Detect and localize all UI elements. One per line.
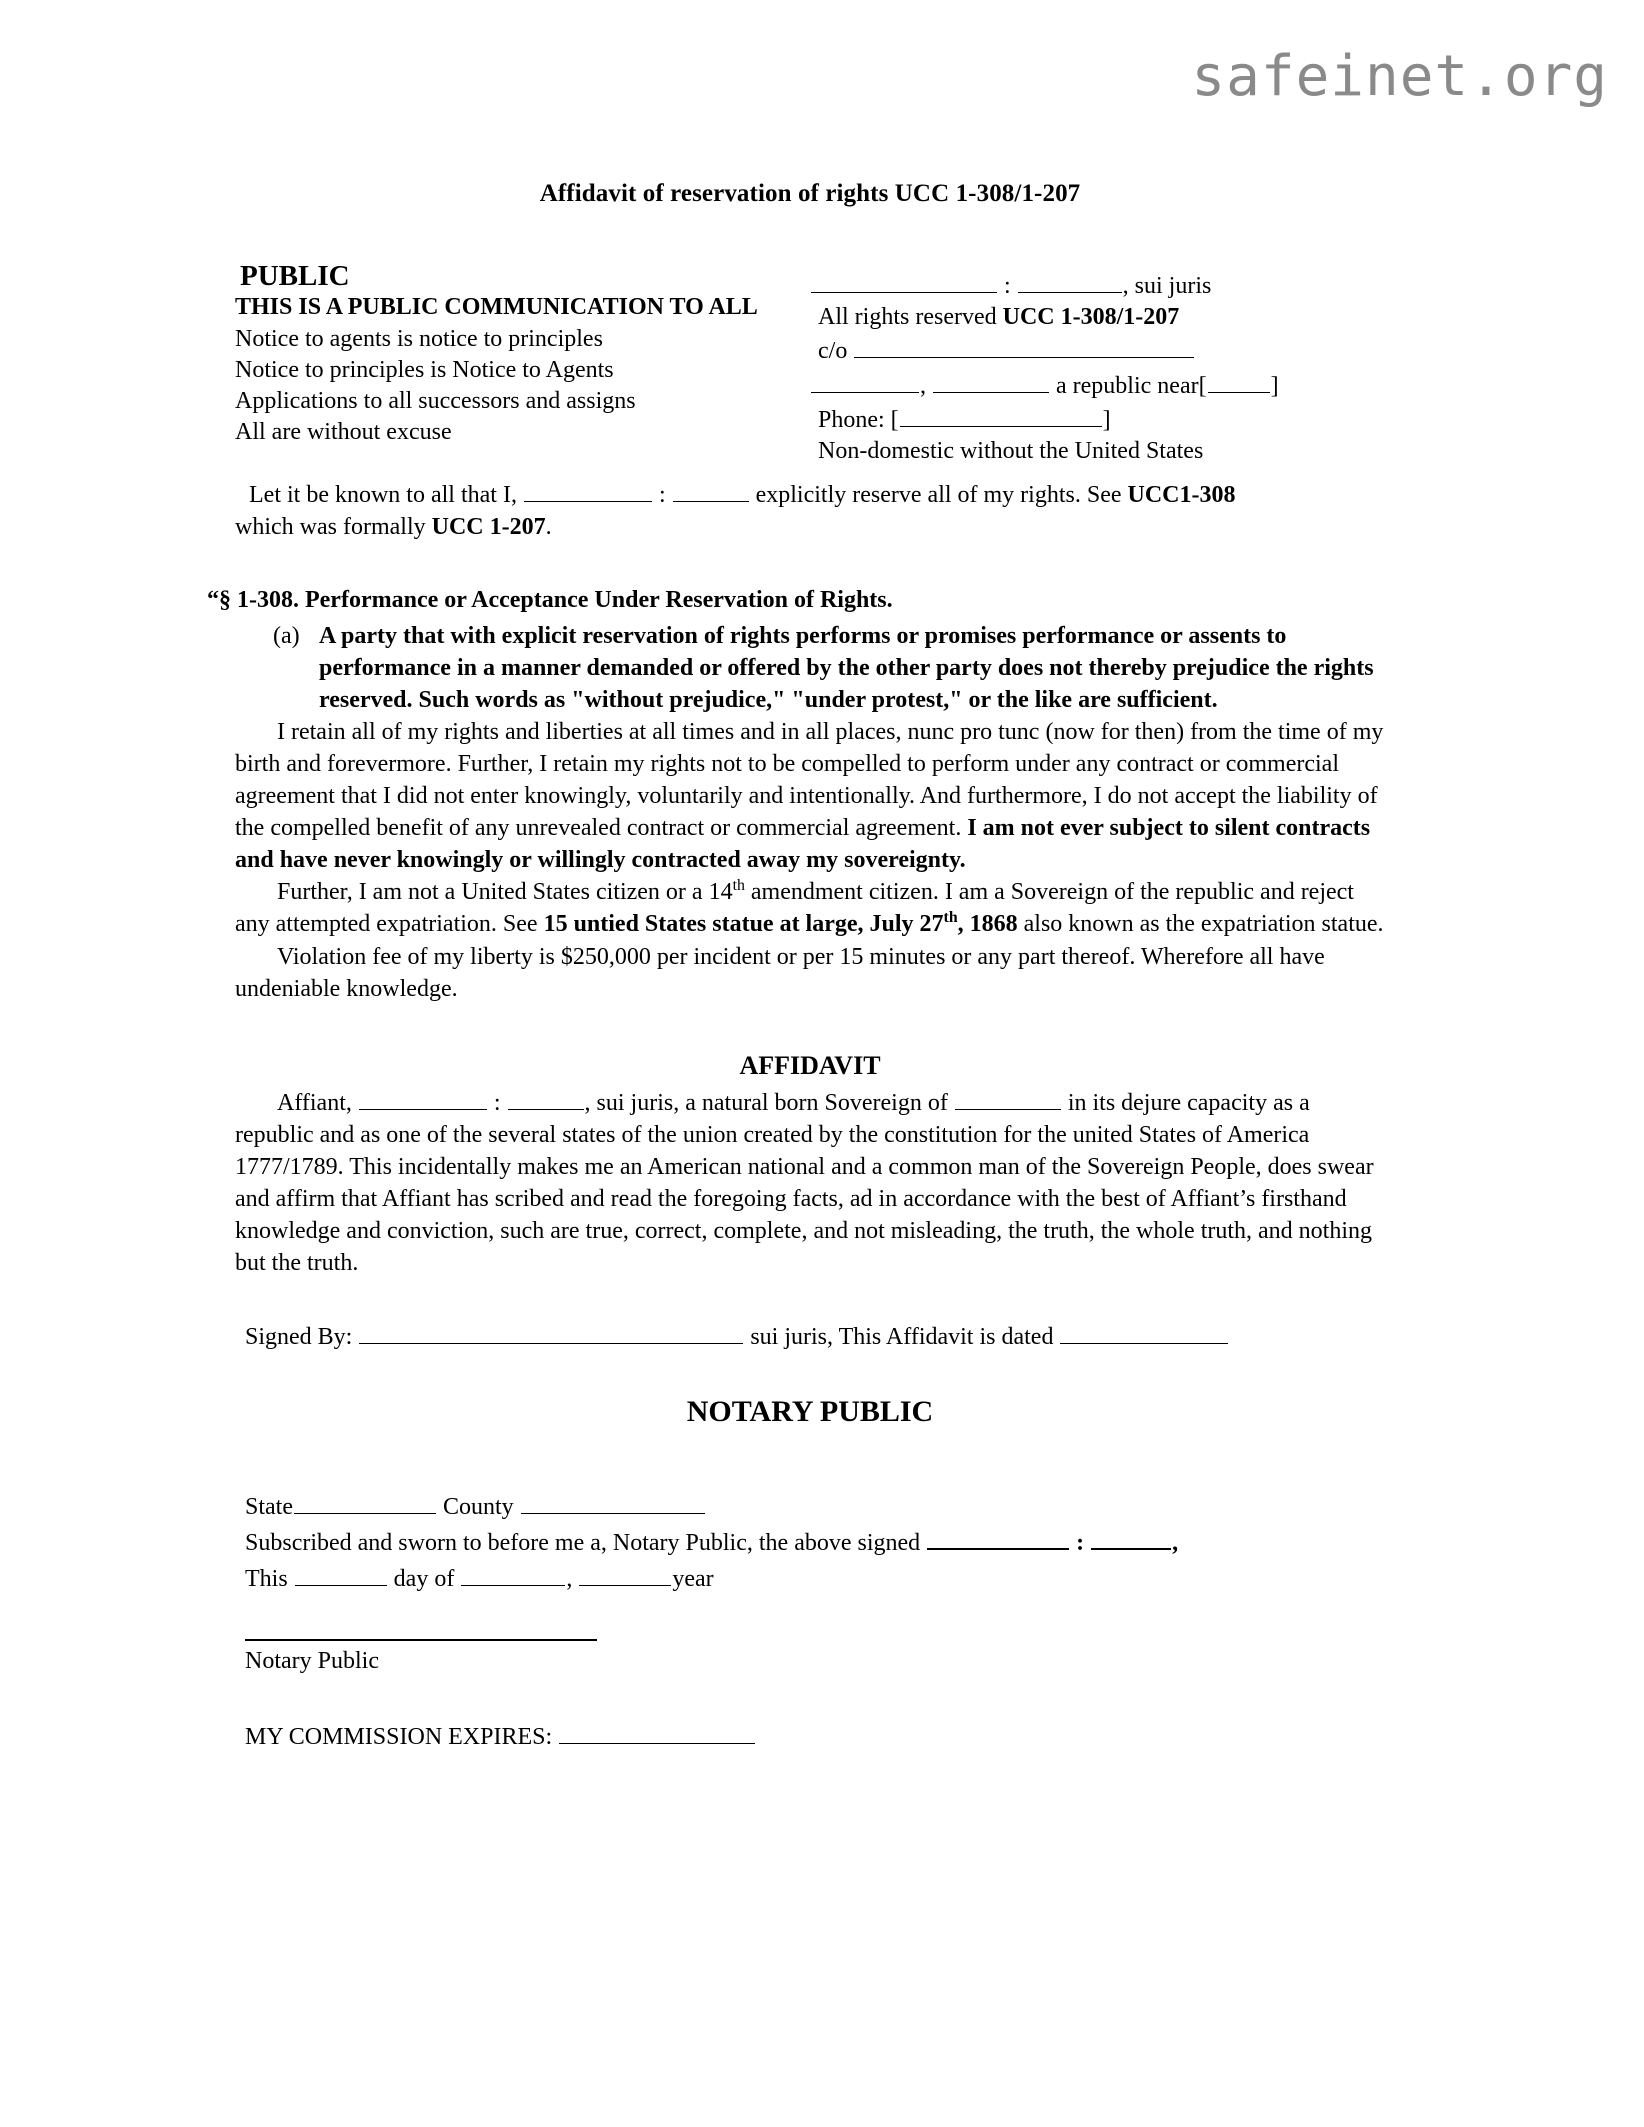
name-line	[810, 268, 1385, 302]
notary-signature-rule[interactable]	[245, 1639, 597, 1641]
affiant-suffix-blank[interactable]	[508, 1085, 584, 1110]
notary-public-caption: Notary Public	[245, 1647, 379, 1674]
county-label: County	[443, 1493, 514, 1520]
state-label: State	[245, 1493, 293, 1520]
statute-citation-b: , 1868	[957, 911, 1018, 938]
all-rights-reserved-line	[810, 302, 1385, 333]
retain-rights-plain: I retain all of my rights and liberties at all times and in all places, nunc pro tunc (now for then) from the time of my birth and forevermore. Further, I retain my rights not to be compelled to perform under any contract or commercial agreement that I did not enter knowingly, voluntarily and intentionally. And furthermore, I do not accept the liability of the compelled benefit of any unrevealed contract or commercial agreement.	[235, 719, 1384, 842]
affidavit-paragraph	[235, 1085, 1385, 1279]
citizenship-text-a: Further, I am not a United States citizen or a 14	[277, 879, 733, 906]
ucc-code: UCC 1-308/1-207	[1002, 304, 1180, 331]
city-comma: ,	[920, 372, 926, 399]
statute-ordinal-suffix: th	[943, 909, 958, 927]
signed-middle-text: sui juris, This Affidavit is dated	[750, 1323, 1054, 1350]
county-blank[interactable]	[521, 1489, 705, 1514]
subscribed-colon: :	[1076, 1530, 1085, 1557]
retain-rights-paragraph	[235, 716, 1385, 876]
this-label: This	[245, 1565, 288, 1592]
state-blank[interactable]	[933, 368, 1049, 393]
lead-text-after: which was formally	[235, 514, 426, 541]
affidavit-rest: capacity as a republic and as one of the several states of the union created by the constitution for the united States of America 1777/1789. This incidentally makes me an American national and a common man of the Sovereign People, does swear and affirm that Affiant has scribed and read the foregoing facts, ad in accordance with the best of Affiant’s firsthand knowledge and conviction, such are true, correct, complete, and not misleading, the truth, the whole truth, and nothing but the truth.	[235, 1089, 1374, 1276]
city-blank[interactable]	[811, 368, 919, 393]
zip-bracket-open: [	[1198, 372, 1207, 399]
notice-line-4: All are without excuse	[235, 419, 452, 446]
affidavit-state-blank[interactable]	[955, 1085, 1061, 1110]
phone-label: Phone: [	[818, 406, 899, 433]
violation-fee-text: Violation fee of my liberty is $250,000 per incident or per 15 minutes or any part thereof. Wherefore all have undeniable knowledge.	[235, 943, 1325, 1002]
header-block	[235, 260, 1385, 467]
section-heading-text: “§ 1-308. Performance or Acceptance Under Reservation of Rights	[207, 587, 887, 614]
name-suffix-blank[interactable]	[1018, 268, 1122, 293]
year-label: year	[672, 1565, 714, 1592]
citizenship-paragraph	[235, 876, 1385, 940]
phone-line	[810, 402, 1385, 436]
phone-blank[interactable]	[900, 402, 1102, 427]
signed-by-label: Signed By:	[245, 1323, 353, 1350]
notary-heading: NOTARY PUBLIC	[686, 1394, 934, 1428]
notice-line-2: Notice to principles is Notice to Agents	[235, 356, 614, 383]
subscribed-suffix-blank[interactable]	[1091, 1524, 1171, 1550]
zip-bracket-close: ]	[1270, 372, 1279, 399]
subscribed-line	[245, 1524, 1385, 1561]
citizenship-text-c: also known as the expatriation statue.	[1023, 911, 1384, 938]
affidavit-heading: AFFIDAVIT	[739, 1050, 881, 1080]
subscribed-name-blank[interactable]	[927, 1524, 1069, 1550]
affiant-name-blank[interactable]	[359, 1085, 487, 1110]
page-title: Affidavit of reservation of rights UCC 1-308/1-207	[539, 180, 1081, 207]
statute-citation-a: 15 untied States statue at large, July 27	[543, 911, 944, 938]
day-of-label: day of	[393, 1565, 455, 1592]
citizenship-text-b: amendment citizen. I am a Sovereign of the republic and reject any attempted expatriation. See	[235, 879, 1354, 938]
header-left-column	[235, 260, 810, 448]
zip-blank[interactable]	[1208, 368, 1270, 393]
affiant-colon: :	[493, 1089, 501, 1116]
clause-a-text: A party that with explicit reservation of rights performs or promises performance or assents to performance in a manner demanded or offered by the other party does not thereby prejudice the rights reserved. Such words as "without prejudice," "under protest," or the like are sufficient.	[319, 623, 1374, 714]
affiant-label: Affiant,	[277, 1089, 352, 1116]
silent-contracts-bold: I am not ever subject to silent contracts and have never knowingly or willingly contracted away my sovereignty.	[235, 815, 1371, 874]
commission-expires-line	[245, 1719, 1385, 1751]
violation-fee-paragraph	[235, 941, 1385, 1005]
lead-colon: :	[658, 482, 666, 509]
year-blank[interactable]	[579, 1561, 671, 1586]
care-of-blank[interactable]	[854, 333, 1194, 358]
lead-code-1: UCC1-308	[1127, 482, 1236, 509]
notary-block	[245, 1489, 1385, 1597]
non-domestic-line: Non-domestic without the United States	[818, 437, 1204, 464]
lead-paragraph	[235, 477, 1385, 543]
affidavit-after-blank-1: , sui juris, a natural born Sovereign of	[584, 1089, 948, 1116]
lead-code-2: UCC 1-207	[431, 514, 546, 541]
care-of-label: c/o	[818, 338, 848, 365]
signed-by-line	[245, 1319, 1385, 1351]
site-watermark: safeinet.org	[1191, 44, 1608, 109]
state-county-line	[245, 1489, 1385, 1525]
section-heading	[207, 587, 1385, 614]
name-colon: :	[1004, 273, 1011, 299]
date-blank[interactable]	[1060, 1319, 1228, 1344]
subscribed-comma: ,	[1172, 1530, 1179, 1557]
day-comma: ,	[566, 1565, 573, 1592]
clause-a-marker: (a)	[273, 623, 300, 650]
name-blank[interactable]	[811, 268, 997, 293]
city-state-line	[810, 368, 1385, 402]
date-line	[245, 1561, 1385, 1597]
signature-blank[interactable]	[359, 1319, 743, 1344]
commission-label: MY COMMISSION EXPIRES:	[245, 1723, 553, 1750]
public-heading: PUBLIC	[240, 260, 350, 292]
lead-text-before: Let it be known to all that I,	[249, 482, 517, 509]
amendment-ordinal-suffix: th	[732, 877, 745, 895]
sui-juris-suffix: , sui juris	[1122, 273, 1212, 299]
all-rights-reserved-label: All rights reserved	[818, 304, 997, 331]
subscribed-text: Subscribed and sworn to before me a, Notary Public, the above signed	[245, 1530, 921, 1557]
notice-line-3: Applications to all successors and assigns	[235, 388, 636, 415]
affidavit-after-blank-2: in its dejure	[1067, 1089, 1182, 1116]
lead-text-middle: explicitly reserve all of my rights. See	[755, 482, 1122, 509]
republic-near-label: a republic near	[1056, 372, 1199, 399]
clause-a	[273, 620, 1385, 716]
public-communication-line: THIS IS A PUBLIC COMMUNICATION TO ALL	[235, 294, 758, 321]
state-blank-notary[interactable]	[294, 1489, 436, 1514]
lead-name-blank[interactable]	[524, 477, 652, 502]
day-blank[interactable]	[295, 1561, 387, 1586]
document-content	[207, 180, 1385, 1751]
lead-period: .	[545, 514, 552, 541]
phone-bracket-close: ]	[1102, 406, 1111, 433]
header-right-column	[810, 260, 1385, 467]
section-heading-period: .	[886, 587, 893, 614]
commission-blank[interactable]	[559, 1719, 755, 1744]
notice-line-1: Notice to agents is notice to principles	[235, 325, 603, 352]
lead-suffix-blank[interactable]	[673, 477, 749, 502]
care-of-line	[810, 333, 1385, 367]
month-blank[interactable]	[461, 1561, 565, 1586]
